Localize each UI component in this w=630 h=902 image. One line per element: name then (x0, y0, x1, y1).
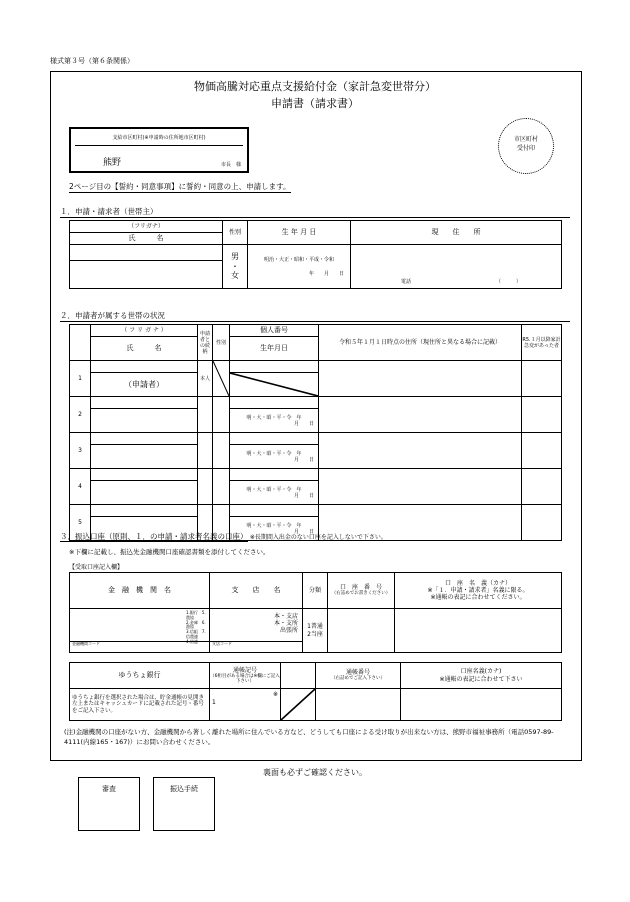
sudden-change-input[interactable] (522, 433, 562, 469)
hh-dob-input[interactable]: 明・大・昭・平・令 年 月 日 (230, 481, 319, 505)
bank-code-field: 金融機関コード (70, 641, 209, 652)
pledge-text: 2ページ目の【誓約・同意事項】に誓約・同意の上、申請します。 (69, 182, 291, 191)
diagonal-line (281, 689, 315, 720)
hh-sex-input[interactable] (213, 469, 230, 505)
account-number-input[interactable] (328, 609, 395, 653)
footnote: (注)金融機関の口座がない方、金融機関から著しく離れた場所に住んでいる方など、どうしても口座による受け取りが出来ない方は、熊野市福祉事務所（電話0597-89-4111(内線165・167)）にお問い合わせください。 (64, 728, 554, 746)
hh-sex-header: 性別 (213, 325, 230, 361)
hh-sex-input[interactable] (213, 361, 230, 397)
yucho-description: ゆうちょ銀行を選択された場合は、貯金通帳の見開き左上またはキャッシュカードに記載された記号・番号をご記入下さい。 (70, 689, 210, 721)
individual-no-input[interactable] (230, 505, 319, 517)
municipality-name: 熊野 (103, 158, 122, 168)
relation-input[interactable] (198, 433, 213, 469)
reception-stamp: 市区町村 受付印 (498, 118, 554, 174)
hh-address-header: 令和５年１月１日時点の住所（現住所と異なる場合に記載） (319, 325, 522, 361)
hh-furigana-input[interactable] (91, 361, 198, 373)
applicant-table (69, 220, 562, 289)
dob-input[interactable]: 明治・大正・昭和・平成・令和 年 月 日 (248, 245, 351, 289)
applicant-label: （申請者） (91, 373, 198, 397)
section1-heading: １．申請・請求者（世帯主） (60, 206, 570, 218)
furigana-input[interactable] (70, 245, 223, 261)
yucho-holder-input[interactable] (401, 689, 562, 721)
diagonal-line (230, 373, 318, 396)
household-table (69, 324, 562, 541)
branch-name-input[interactable]: 本・支店 本・支所 出張所 支店コード (210, 609, 303, 653)
hh-furigana-input[interactable] (91, 433, 198, 445)
form-number: 様式第３号（第６条関係） (50, 57, 134, 65)
municipality-label: 支給市区町村(※申請時の住所地市区町村) (112, 135, 206, 141)
address-input[interactable]: 電話 （ ） (351, 245, 562, 289)
account-holder-input[interactable] (395, 609, 562, 653)
individual-no-input[interactable] (230, 433, 319, 445)
form-title: 物価高騰対応重点支援給付金（家計急変世帯分） (194, 80, 436, 93)
dob-header: 生 年 月 日 (248, 221, 351, 245)
hh-dob-header: 生年月日 (230, 337, 319, 361)
hh-address-input[interactable] (319, 397, 522, 433)
diagonal-line (213, 361, 229, 396)
name-input[interactable] (70, 261, 223, 289)
mayor-suffix: 市長 様 (220, 162, 241, 168)
hh-furigana-input[interactable] (91, 505, 198, 517)
sudden-change-input[interactable] (522, 469, 562, 505)
relation-header: 申請者との続柄 (198, 325, 213, 361)
row-number: 2 (70, 397, 91, 433)
section2-heading: ２．申請者が属する世帯の状況 (60, 310, 570, 322)
account-type-input[interactable]: 1普通 2当座 (303, 609, 328, 653)
name-header: 氏 名 (70, 233, 223, 245)
municipality-box (69, 127, 249, 173)
branch-code-field: 支店コード (210, 641, 302, 652)
hh-address-input[interactable] (319, 361, 522, 397)
sudden-change-header: R5.１月以降家計急変があった者 (522, 325, 562, 361)
individual-no-input[interactable] (230, 361, 319, 373)
sex-choice[interactable]: 男 ・ 女 (223, 245, 248, 289)
address-header: 現 住 所 (351, 221, 562, 245)
hh-sex-input[interactable] (213, 433, 230, 469)
furigana-header: （フリガナ） (70, 221, 223, 233)
individual-no-header: 個人番号 (230, 325, 319, 337)
sudden-change-input[interactable] (522, 505, 562, 541)
hh-address-input[interactable] (319, 433, 522, 469)
hh-dob-input[interactable]: 明・大・昭・平・令 年 月 日 (230, 409, 319, 433)
back-notice: 裏面も必ずご確認ください。 (263, 768, 367, 777)
sudden-change-input[interactable] (522, 361, 562, 397)
hh-furigana-input[interactable] (91, 397, 198, 409)
yucho-symbol-input[interactable]: 1 ※ (210, 689, 281, 721)
bank-name-header: 金 融 機 関 名 (70, 573, 210, 609)
section3-note: ※下欄に記載し、振込先金融機関口座確認書類を添付してください。 (69, 548, 270, 556)
hh-name-input[interactable] (91, 409, 198, 433)
yucho-header: ゆうちょ銀行 (70, 663, 210, 689)
sex-header: 性別 (223, 221, 248, 245)
relation-input[interactable] (198, 469, 213, 505)
yucho-table: ゆうちょ銀行 通帳記号 （6桁目がある場合は※欄にご記入下さい） 通帳番号 （右詰めでご記入下さい） 口座名義(カナ) ※通帳の表記に合わせて下さい ゆうちょ銀行を選択された場合は、貯金通帳の見開き左上またはキャッシュカードに記載された記号・番号をご記入下さい。 1 ※ (69, 662, 562, 721)
hh-address-input[interactable] (319, 469, 522, 505)
hh-name-header: 氏 名 (91, 337, 198, 361)
section3-heading: ３．振込口座（原則、１．の申請・請求者名義の口座） ※長期間入出金のない口座を記入しないで下さい。 (60, 532, 387, 541)
hh-dob-input[interactable]: 明・大・昭・平・令 年 月 日 (230, 445, 319, 469)
yucho-number-input[interactable] (316, 689, 401, 721)
hh-dob-input[interactable]: 明・大・昭・平・令 年 月 日 (230, 517, 319, 541)
branch-name-header: 支 店 名 (210, 573, 303, 609)
hh-furigana-header: （ フ リ ガ ナ ） (91, 325, 198, 337)
row-number: 1 (70, 361, 91, 397)
hh-sex-input[interactable] (213, 397, 230, 433)
review-box: 審査 (78, 777, 140, 831)
relation-input[interactable] (198, 397, 213, 433)
bank-table: 金 融 機 関 名 支 店 名 分類 口 座 番 号 （右詰めでお書きください） 口 座 名 義（カナ） ※「１．申請・請求者」名義に限る。 ※通帳の表記に合わせてください。 1.銀行 5.農協 2.金庫 6.漁協 3.信組 7.信農連 4.信連 金融機関コード 本・支店 本・支所 出張所 支店コード 1普通 2当座 (69, 572, 562, 653)
transfer-box: 振込手続 (153, 777, 215, 831)
form-subtitle: 申請書（請求書） (271, 97, 359, 110)
bank-name-input[interactable]: 1.銀行 5.農協 2.金庫 6.漁協 3.信組 7.信農連 4.信連 金融機関コード (70, 609, 210, 653)
row-number: 5 (70, 505, 91, 541)
relation-self: 本人 (198, 361, 213, 397)
individual-no-input[interactable] (230, 397, 319, 409)
hh-furigana-input[interactable] (91, 469, 198, 481)
row-number: 4 (70, 469, 91, 505)
hh-name-input[interactable] (91, 481, 198, 505)
account-type-header: 分類 (303, 573, 328, 609)
hh-dob-input[interactable] (230, 373, 319, 397)
individual-no-input[interactable] (230, 469, 319, 481)
receiving-label: 【受取口座記入欄】 (69, 564, 124, 571)
row-number: 3 (70, 433, 91, 469)
sudden-change-input[interactable] (522, 397, 562, 433)
hh-name-input[interactable] (91, 445, 198, 469)
